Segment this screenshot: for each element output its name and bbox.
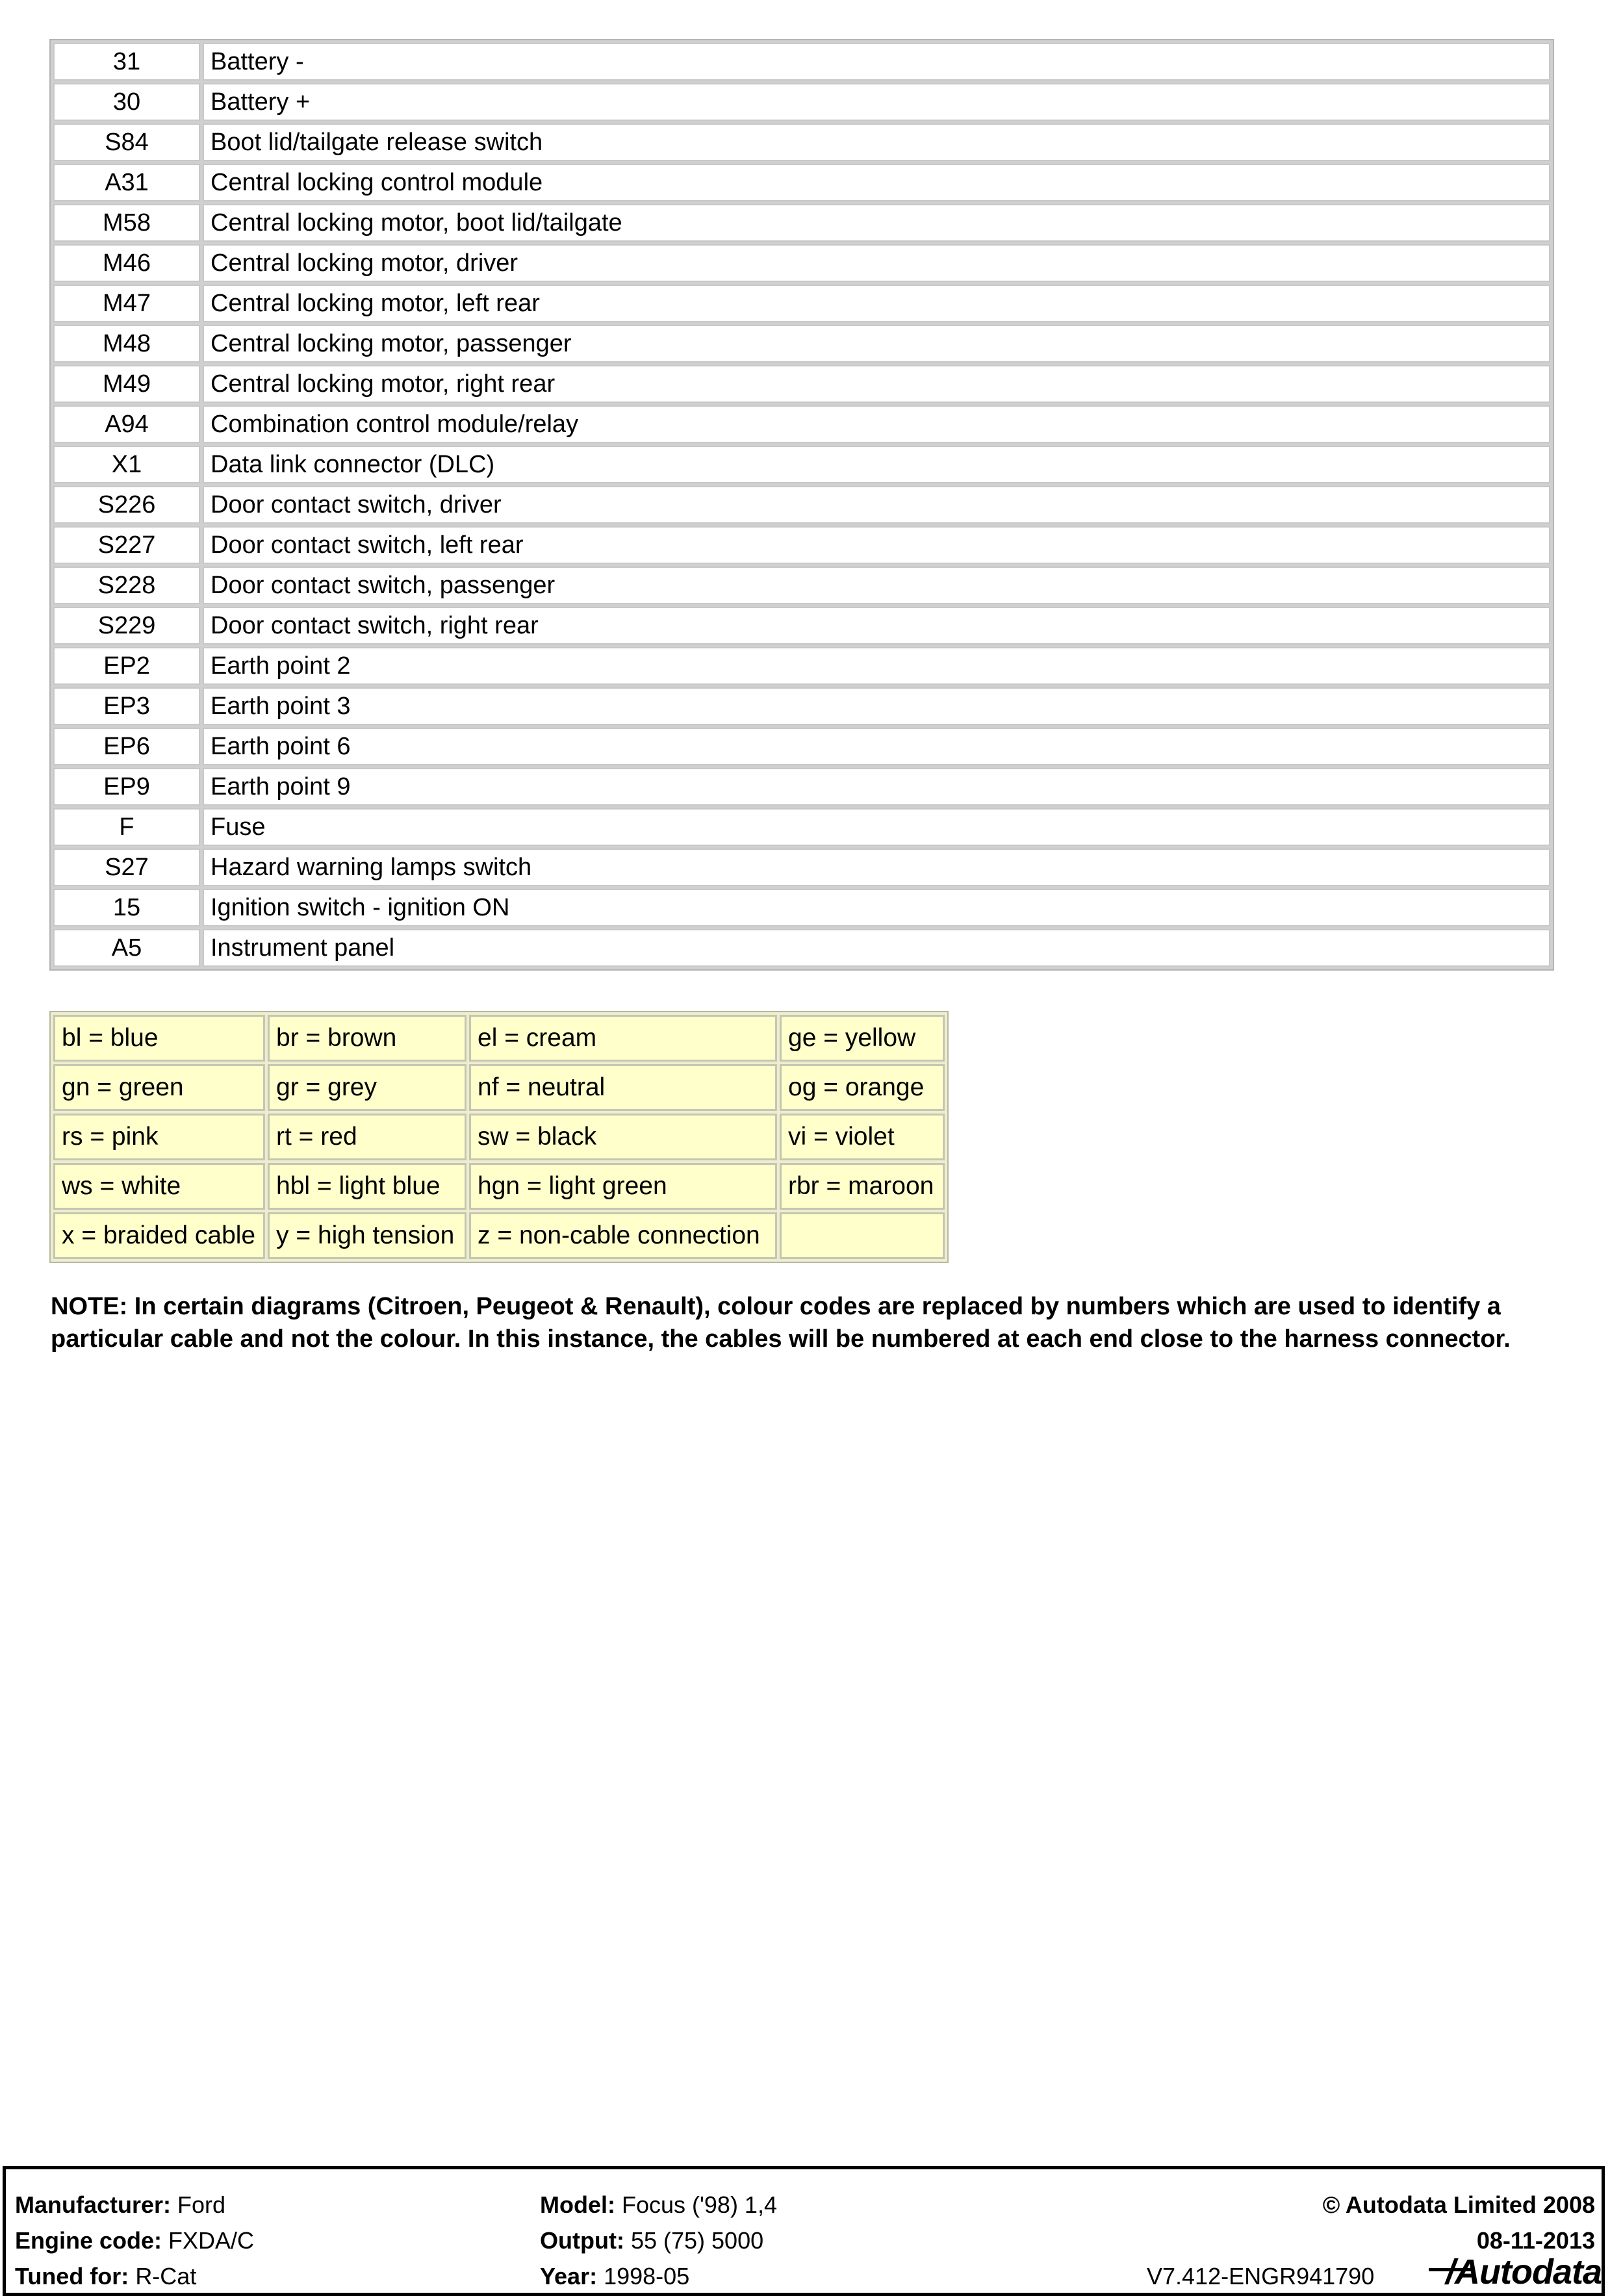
component-row <box>53 365 1550 403</box>
component-description: Earth point 6 <box>203 728 1550 765</box>
manufacturer-line <box>15 2191 225 2219</box>
component-code: A94 <box>53 405 200 443</box>
colour-code-cell: vi = violet <box>780 1114 945 1160</box>
component-code: EP6 <box>53 728 200 765</box>
component-code: A31 <box>53 164 200 201</box>
component-description: Central locking motor, boot lid/tailgate <box>203 204 1550 242</box>
colour-code-cell: gn = green <box>53 1064 265 1111</box>
manufacturer-label: Manufacturer: <box>15 2191 172 2218</box>
engine-line <box>15 2227 254 2254</box>
colour-code-cell: x = braided cable <box>53 1212 265 1259</box>
colour-code-cell: br = brown <box>268 1015 466 1062</box>
component-description: Ignition switch - ignition ON <box>203 889 1550 926</box>
component-code: 31 <box>53 43 200 81</box>
component-description: Central locking motor, passenger <box>203 325 1550 363</box>
colour-code-cell: rs = pink <box>53 1114 265 1160</box>
colour-code-table <box>49 1011 949 1263</box>
component-description: Door contact switch, driver <box>203 486 1550 524</box>
component-row <box>53 446 1550 483</box>
component-row <box>53 43 1550 81</box>
document-date: 08-11-2013 <box>1476 2227 1595 2254</box>
component-description: Door contact switch, left rear <box>203 526 1550 564</box>
component-row <box>53 808 1550 846</box>
component-code: S27 <box>53 848 200 886</box>
component-row <box>53 83 1550 121</box>
colour-code-cell: bl = blue <box>53 1015 265 1062</box>
colour-code-cell: z = non-cable connection <box>469 1212 777 1259</box>
component-description: Central locking motor, left rear <box>203 285 1550 322</box>
component-row <box>53 848 1550 886</box>
colour-code-cell: hbl = light blue <box>268 1163 466 1210</box>
component-row <box>53 164 1550 201</box>
component-row <box>53 123 1550 161</box>
component-row <box>53 929 1550 967</box>
component-row <box>53 325 1550 363</box>
component-code: S229 <box>53 607 200 644</box>
colour-code-cell: ge = yellow <box>780 1015 945 1062</box>
copyright-text: © Autodata Limited 2008 <box>1322 2191 1595 2218</box>
component-row <box>53 285 1550 322</box>
year-value: 1998-05 <box>604 2263 690 2290</box>
component-code: F <box>53 808 200 846</box>
component-table <box>49 39 1554 971</box>
component-code: M48 <box>53 325 200 363</box>
component-row <box>53 567 1550 604</box>
component-row <box>53 647 1550 685</box>
component-description: Hazard warning lamps switch <box>203 848 1550 886</box>
component-description: Door contact switch, passenger <box>203 567 1550 604</box>
colour-code-cell: rbr = maroon <box>780 1163 945 1210</box>
tuned-line <box>15 2263 196 2290</box>
brand-slash-icon: / <box>1446 2252 1455 2291</box>
component-code: X1 <box>53 446 200 483</box>
component-description: Earth point 2 <box>203 647 1550 685</box>
component-code: M46 <box>53 244 200 282</box>
engine-label: Engine code: <box>15 2227 162 2254</box>
colour-code-row <box>53 1114 945 1160</box>
component-description: Battery - <box>203 43 1550 81</box>
engine-value: FXDA/C <box>168 2227 255 2254</box>
component-code: 30 <box>53 83 200 121</box>
colour-code-cell <box>780 1212 945 1259</box>
year-line <box>540 2263 689 2290</box>
component-code: A5 <box>53 929 200 967</box>
component-description: Boot lid/tailgate release switch <box>203 123 1550 161</box>
colour-code-cell: sw = black <box>469 1114 777 1160</box>
output-label: Output: <box>540 2227 624 2254</box>
component-row <box>53 768 1550 806</box>
component-code: S227 <box>53 526 200 564</box>
colour-code-row <box>53 1064 945 1111</box>
component-description: Central locking control module <box>203 164 1550 201</box>
component-description: Data link connector (DLC) <box>203 446 1550 483</box>
component-code: M58 <box>53 204 200 242</box>
tuned-label: Tuned for: <box>15 2263 129 2290</box>
component-description: Earth point 9 <box>203 768 1550 806</box>
component-row <box>53 889 1550 926</box>
component-code: EP3 <box>53 687 200 725</box>
colour-code-cell: hgn = light green <box>469 1163 777 1210</box>
component-code: S84 <box>53 123 200 161</box>
component-row <box>53 486 1550 524</box>
colour-code-cell: ws = white <box>53 1163 265 1210</box>
component-description: Fuse <box>203 808 1550 846</box>
colour-code-cell: y = high tension <box>268 1212 466 1259</box>
component-code: M47 <box>53 285 200 322</box>
component-row <box>53 607 1550 644</box>
year-label: Year: <box>540 2263 598 2290</box>
component-code: S228 <box>53 567 200 604</box>
component-code: EP9 <box>53 768 200 806</box>
component-description: Earth point 3 <box>203 687 1550 725</box>
component-row <box>53 204 1550 242</box>
component-description: Battery + <box>203 83 1550 121</box>
output-value: 55 (75) 5000 <box>630 2227 764 2254</box>
manufacturer-value: Ford <box>177 2191 226 2218</box>
component-code: 15 <box>53 889 200 926</box>
colour-code-cell: gr = grey <box>268 1064 466 1111</box>
model-label: Model: <box>540 2191 615 2218</box>
note-text: NOTE: In certain diagrams (Citroen, Peugeot & Renault), colour codes are replaced by numbers which are used to identify a particular cable and not the colour. In this instance, the cables will be numbered at each end close to the harness connector. <box>51 1293 1511 1353</box>
colour-code-row <box>53 1212 945 1259</box>
brand-name: Autodata <box>1455 2252 1602 2291</box>
autodata-logo <box>1446 2252 1602 2292</box>
colour-code-row <box>53 1163 945 1210</box>
colour-code-cell: el = cream <box>469 1015 777 1062</box>
component-code: M49 <box>53 365 200 403</box>
model-line <box>540 2191 777 2219</box>
component-description: Central locking motor, driver <box>203 244 1550 282</box>
model-value: Focus ('98) 1,4 <box>622 2191 777 2218</box>
component-description: Door contact switch, right rear <box>203 607 1550 644</box>
output-line <box>540 2227 763 2254</box>
component-description: Central locking motor, right rear <box>203 365 1550 403</box>
component-row <box>53 728 1550 765</box>
colour-code-row <box>53 1015 945 1062</box>
version-text: V7.412-ENGR941790 <box>1147 2263 1375 2290</box>
component-row <box>53 687 1550 725</box>
tuned-value: R-Cat <box>135 2263 197 2290</box>
component-row <box>53 526 1550 564</box>
colour-code-cell: nf = neutral <box>469 1064 777 1111</box>
component-row <box>53 405 1550 443</box>
component-row <box>53 244 1550 282</box>
component-description: Combination control module/relay <box>203 405 1550 443</box>
component-description: Instrument panel <box>203 929 1550 967</box>
colour-code-cell: og = orange <box>780 1064 945 1111</box>
colour-code-cell: rt = red <box>268 1114 466 1160</box>
footer-panel <box>3 2166 1605 2296</box>
component-code: EP2 <box>53 647 200 685</box>
component-code: S226 <box>53 486 200 524</box>
